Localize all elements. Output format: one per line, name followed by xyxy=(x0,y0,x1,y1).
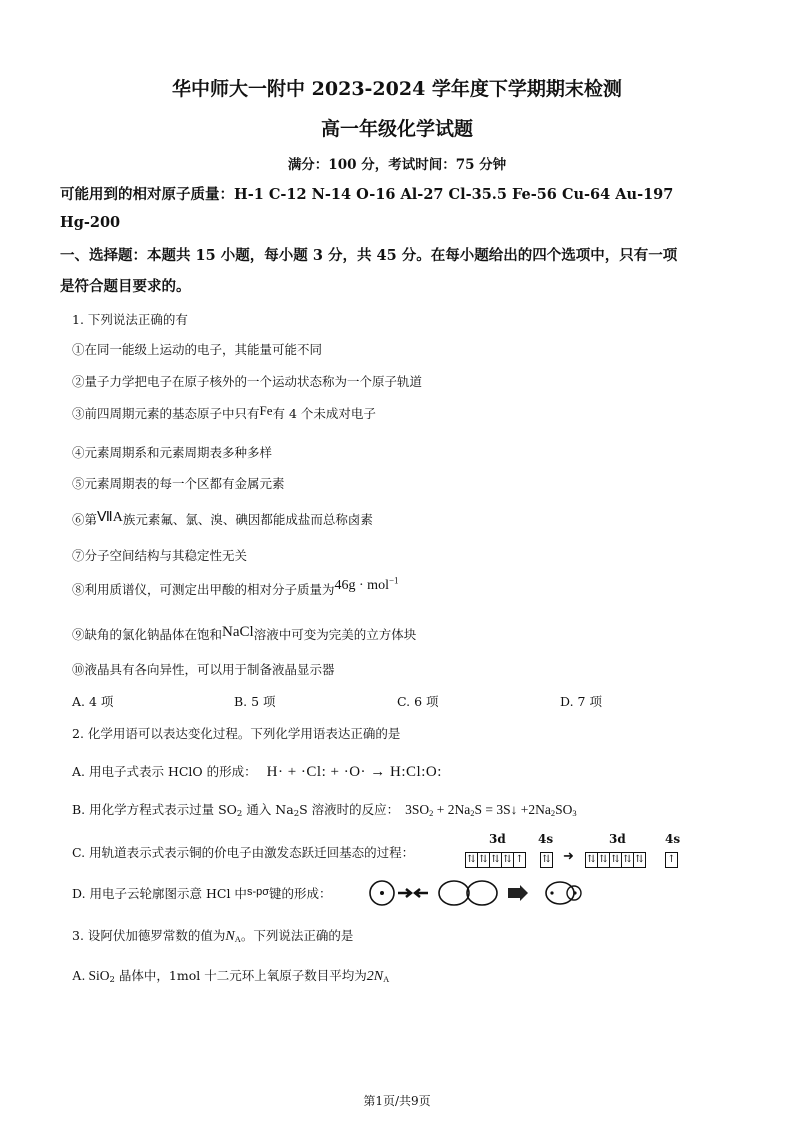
eq-part: S = 3S↓ +2Na xyxy=(474,802,551,817)
group-label: ⅦA xyxy=(97,510,123,525)
na-letter: N xyxy=(225,929,235,944)
q1-s3-text-b: 有 4 个未成对电子 xyxy=(272,406,376,421)
q3-stem-text: 3. 设阿伏加德罗常数的值为 xyxy=(72,928,226,943)
q1-s9-text-b: 溶液中可变为完美的立方体块 xyxy=(253,627,417,642)
p-orbital-lobe-left xyxy=(439,881,469,905)
q2-a-text: A. 用电子式表示 HClO 的形成： xyxy=(72,764,257,779)
label-4s: 4s xyxy=(538,832,554,846)
bold-arrow-icon xyxy=(508,885,528,901)
orbital-box: ⇅ xyxy=(597,852,610,868)
orbital-box: ⇅ xyxy=(585,852,598,868)
q2-d-text-b: 键的形成： xyxy=(269,886,332,901)
molar-mass-value: 46g · mol xyxy=(334,578,389,593)
q1-statement-8 xyxy=(72,575,399,599)
sub: A xyxy=(383,974,390,984)
q2-option-b xyxy=(72,800,577,819)
section-heading-cont: 是符合题目要求的。 xyxy=(60,278,191,295)
q2-b-equation xyxy=(405,802,577,817)
orbital-box: ⇅ xyxy=(489,852,502,868)
sub: 2 xyxy=(470,808,475,818)
orbital-box: ⇅ xyxy=(540,852,553,868)
q1-s8-text: ⑧利用质谱仪，可测定出甲酸的相对分子质量为 xyxy=(72,582,335,597)
overlap-orbital-icon xyxy=(546,882,574,904)
q2-b-text-b: 通入 Na xyxy=(242,802,294,817)
orbital-box: ⇅ xyxy=(501,852,514,868)
sub: 2 xyxy=(429,808,434,818)
q1-s6-text-b: 族元素氟、氯、溴、碘因都能成盐而总称卤素 xyxy=(122,512,373,527)
sub: 2 xyxy=(236,809,243,819)
q1-s3-text: ③前四周期元素的基态原子中只有 xyxy=(72,406,260,421)
eq-part: 3SO xyxy=(405,802,430,817)
q1-option-d: D. 7 项 xyxy=(560,694,602,709)
sp-sigma-label: s-pσ xyxy=(246,886,270,898)
q3-a-text-b: 晶体中，1mol 十二元环上氧原子数目平均为 xyxy=(114,968,367,983)
q2-option-c-text: C. 用轨道表示式表示铜的价电子由激发态跃迁回基态的过程： xyxy=(72,845,415,860)
section-heading: 一、选择题：本题共 15 小题，每小题 3 分，共 45 分。在每小题给出的四个选项中，只有一项 xyxy=(60,247,678,264)
q3-a-value xyxy=(367,969,389,984)
q1-statement-2: ②量子力学把电子在原子核外的一个运动状态称为一个原子轨道 xyxy=(72,374,423,389)
molar-mass xyxy=(334,575,399,593)
orbital-box: ⇅ xyxy=(633,852,646,868)
q1-s6-text: ⑥第 xyxy=(72,512,98,527)
q1-option-a: A. 4 项 xyxy=(72,694,114,709)
q2-option-d xyxy=(72,884,332,902)
nucleus-dot xyxy=(573,891,576,894)
electron-cloud-diagram xyxy=(368,876,598,910)
label-3d: 3d xyxy=(489,832,506,846)
orbital-box: ⇅ xyxy=(477,852,490,868)
q3-stem-text-b: 。下列说法正确的是 xyxy=(240,928,354,943)
eq-part: + 2Na xyxy=(433,802,471,817)
exam-subtitle: 高一年级化学试题 xyxy=(320,118,473,140)
orbital-box: ⇅ xyxy=(465,852,478,868)
3d-boxes-ground xyxy=(585,849,645,868)
q2-b-text-c: S 溶液时的反应： xyxy=(299,802,400,817)
nucleus-dot xyxy=(550,891,553,894)
avogadro-symbol xyxy=(225,929,240,944)
value: 2N xyxy=(366,969,384,984)
q1-statement-9 xyxy=(72,625,416,644)
right-arrow-icon xyxy=(398,889,411,897)
q1-s9-text: ⑨缺角的氯化钠晶体在饱和 xyxy=(72,627,223,642)
q1-option-c: C. 6 项 xyxy=(397,694,439,709)
q1-statement-5: ⑤元素周期表的每一个区都有金属元素 xyxy=(72,476,285,491)
sub: A xyxy=(234,934,241,944)
left-arrow-icon xyxy=(415,889,428,897)
3d-boxes-excited xyxy=(465,849,525,868)
q1-statement-4: ④元素周期系和元素周期表多种多样 xyxy=(72,445,273,460)
orbital-box: ↑ xyxy=(665,852,678,868)
q1-statement-6 xyxy=(72,510,373,529)
q3-option-a xyxy=(72,966,389,985)
arrow-icon: ➜ xyxy=(563,849,574,864)
q2-option-a xyxy=(72,762,442,781)
exam-title: 华中师大一附中 2023-2024 学年度下学期期末检测 xyxy=(172,78,622,100)
page-number: 第1页/共9页 xyxy=(363,1094,431,1108)
sub: 2 xyxy=(550,808,556,818)
q3-a-text: A. SiO xyxy=(72,968,110,983)
orbital-box: ⇅ xyxy=(609,852,622,868)
4s-box-excited xyxy=(540,849,552,868)
orbital-box: ↑ xyxy=(513,852,526,868)
sub: 2 xyxy=(293,809,300,819)
sub: 2 xyxy=(109,975,115,985)
q1-option-b: B. 5 项 xyxy=(234,694,276,709)
q1-stem: 1. 下列说法正确的有 xyxy=(72,312,188,327)
exam-meta: 满分：100 分，考试时间：75 分钟 xyxy=(287,157,507,173)
q1-statement-10: ⑩液晶具有各向异性，可以用于制备液晶显示器 xyxy=(72,662,335,677)
fe-symbol: Fe xyxy=(259,403,273,418)
q1-statement-3 xyxy=(72,404,376,422)
electron-dot-formula: H· + ·Cl: + ·O· → H:Cl:O: xyxy=(266,764,442,780)
q2-d-text: D. 用电子云轮廓图示意 HCl 中 xyxy=(72,886,247,901)
atomic-masses: 可能用到的相对原子质量：H-1 C-12 N-14 O-16 Al-27 Cl-35.5 Fe-56 Cu-64 Au-197 xyxy=(60,186,674,203)
label-3d: 3d xyxy=(609,832,626,846)
orbital-box: ⇅ xyxy=(621,852,634,868)
q3-stem xyxy=(72,926,353,945)
nacl-formula: NaCl xyxy=(222,624,254,640)
nucleus-dot xyxy=(380,891,384,895)
eq-part: SO xyxy=(555,802,573,817)
sub: 3 xyxy=(572,808,577,818)
molar-mass-exp: −1 xyxy=(388,575,399,586)
q2-b-text: B. 用化学方程式表示过量 SO xyxy=(72,802,237,817)
q1-statement-7: ⑦分子空间结构与其稳定性无关 xyxy=(72,548,248,563)
q1-statement-1: ①在同一能级上运动的电子，其能量可能不同 xyxy=(72,342,323,357)
p-orbital-lobe-right xyxy=(467,881,497,905)
q2-stem: 2. 化学用语可以表达变化过程。下列化学用语表达正确的是 xyxy=(72,726,401,741)
label-4s: 4s xyxy=(665,832,681,846)
4s-box-ground xyxy=(665,849,677,868)
atomic-masses-cont: Hg-200 xyxy=(60,214,121,231)
